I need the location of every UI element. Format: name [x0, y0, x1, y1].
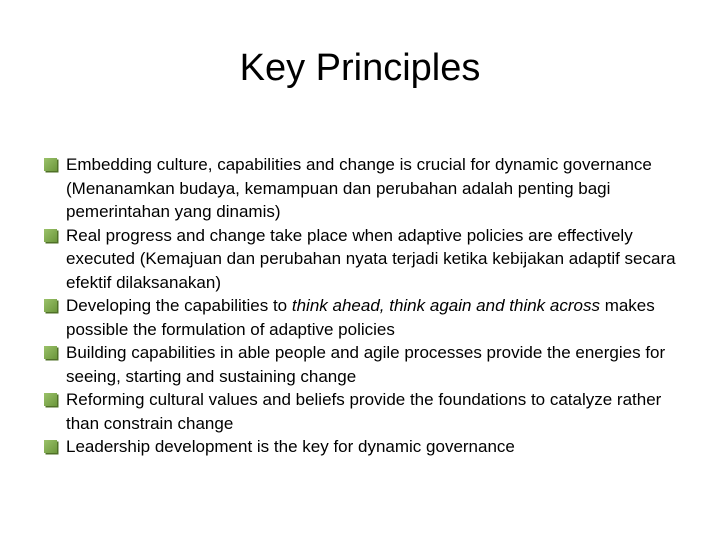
slide-title: Key Principles	[239, 47, 481, 89]
bullet-text-italic: think ahead, think again and think across	[291, 296, 600, 315]
bullet-item	[44, 224, 676, 295]
green-square-bullet-icon	[44, 299, 57, 312]
bullet-list	[44, 153, 676, 459]
bullet-text: Reforming cultural values and beliefs provide the foundations to catalyze rather than constrain change	[66, 390, 662, 433]
bullet-text: Embedding culture, capabilities and change is crucial for dynamic governance (Menanamkan budaya, kemampuan dan perubahan adalah penting bagi pemerintahan yang dinamis)	[66, 155, 652, 221]
green-square-bullet-icon	[44, 346, 57, 359]
green-square-bullet-icon	[44, 229, 57, 242]
bullet-text-suffix: makes possible the formulation of adaptive policies	[66, 296, 655, 339]
bullet-text: Leadership development is the key for dynamic governance	[66, 437, 515, 456]
bullet-item	[44, 341, 676, 388]
bullet-item	[44, 388, 676, 435]
green-square-bullet-icon	[44, 440, 57, 453]
bullet-text	[66, 296, 655, 339]
green-square-bullet-icon	[44, 158, 57, 171]
bullet-item	[44, 294, 676, 341]
bullet-text-prefix: Developing the capabilities to	[66, 296, 292, 315]
bullet-item	[44, 435, 676, 459]
green-square-bullet-icon	[44, 393, 57, 406]
bullet-text: Real progress and change take place when adaptive policies are effectively executed (Kemajuan dan perubahan nyata terjadi ketika kebijakan adaptif secara efektif dilaksanakan)	[66, 225, 676, 292]
bullet-item	[44, 153, 676, 224]
bullet-text: Building capabilities in able people and agile processes provide the energies for seeing, starting and sustaining change	[66, 343, 666, 386]
